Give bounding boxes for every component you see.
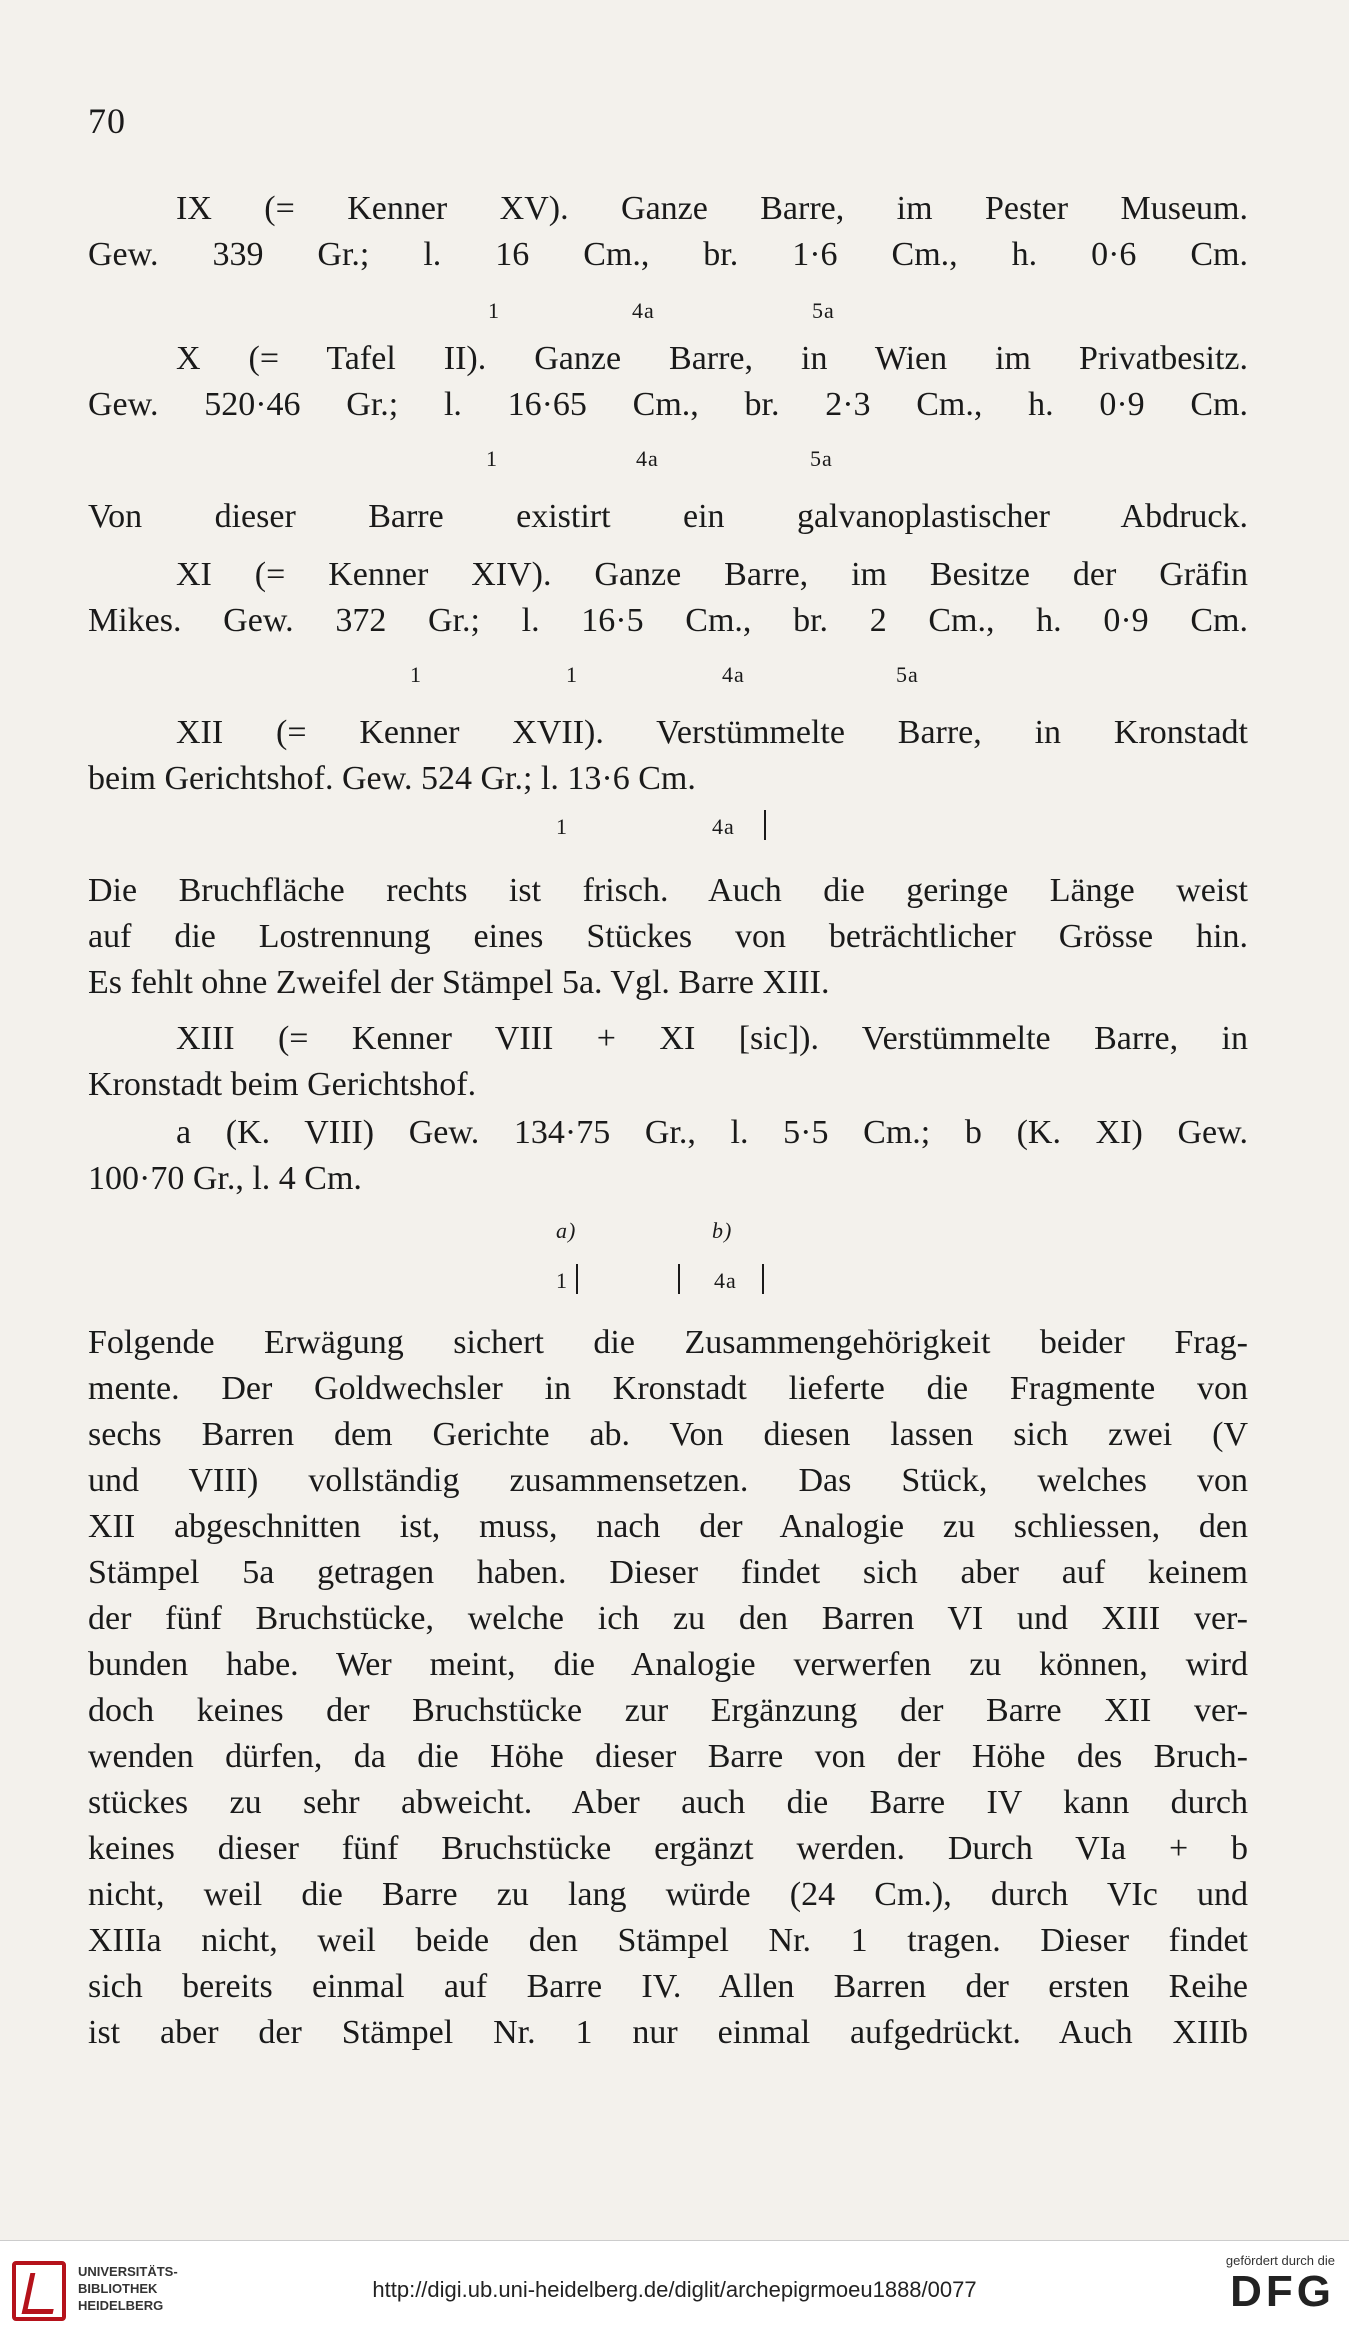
stamp-label: 1 bbox=[566, 662, 578, 687]
library-name: UNIVERSITÄTS- BIBLIOTHEK HEIDELBERG bbox=[78, 2264, 178, 2313]
text-line: und VIII) vollständig zusammensetzen. Das Stück, welches von bbox=[88, 1462, 1248, 1499]
text-line: Stämpel 5a getragen haben. Dieser findet sich aber auf keinem bbox=[88, 1554, 1248, 1591]
fracture-mark bbox=[764, 810, 766, 840]
text-line: Gew. 520·46 Gr.; l. 16·65 Cm., br. 2·3 Cm., h. 0·9 Cm. bbox=[88, 386, 1248, 423]
text-line: IX (= Kenner XV). Ganze Barre, im Pester Museum. bbox=[176, 190, 1248, 227]
text-line: Die Bruchfläche rechts ist frisch. Auch die geringe Länge weist bbox=[88, 872, 1248, 909]
text-line: a (K. VIII) Gew. 134·75 Gr., l. 5·5 Cm.; b (K. XI) Gew. bbox=[176, 1114, 1248, 1151]
stamp-label: 1 bbox=[486, 446, 498, 471]
permalink-url[interactable]: http://digi.ub.uni-heidelberg.de/diglit/archepigrmoeu1888/0077 bbox=[372, 2277, 977, 2302]
text-line: Kronstadt beim Gerichtshof. bbox=[88, 1066, 477, 1103]
stamp-label: 4a bbox=[722, 662, 745, 687]
text-line: 100·70 Gr., l. 4 Cm. bbox=[88, 1160, 362, 1197]
fracture-mark bbox=[576, 1264, 578, 1294]
stamp-label: 4a bbox=[636, 446, 659, 471]
stamp-label: 1 bbox=[556, 1268, 568, 1293]
page-number: 70 bbox=[88, 101, 126, 141]
stamp-label: 5a bbox=[896, 662, 919, 687]
text-line: nicht, weil die Barre zu lang würde (24 Cm.), durch VIc und bbox=[88, 1876, 1248, 1913]
stamp-label: 4a bbox=[632, 298, 655, 323]
text-line: ist aber der Stämpel Nr. 1 nur einmal aufgedrückt. Auch XIIIb bbox=[88, 2014, 1248, 2051]
text-line: XI (= Kenner XIV). Ganze Barre, im Besitze der Gräfin bbox=[176, 556, 1248, 593]
fracture-mark bbox=[762, 1264, 764, 1294]
funded-by-label: gefördert durch die bbox=[1225, 2253, 1335, 2268]
viewer-footer bbox=[0, 2240, 1349, 2339]
stamp-label: 1 bbox=[556, 814, 568, 839]
text-line: mente. Der Goldwechsler in Kronstadt lieferte die Fragmente von bbox=[88, 1370, 1248, 1407]
text-line: Mikes. Gew. 372 Gr.; l. 16·5 Cm., br. 2 Cm., h. 0·9 Cm. bbox=[88, 602, 1248, 639]
fracture-mark bbox=[678, 1264, 680, 1294]
text-line: XIII (= Kenner VIII + XI [sic]). Verstümmelte Barre, in bbox=[176, 1020, 1248, 1057]
text-line: der fünf Bruchstücke, welche ich zu den Barren VI und XIII ver- bbox=[88, 1600, 1248, 1637]
text-line: bunden habe. Wer meint, die Analogie verwerfen zu können, wird bbox=[88, 1646, 1248, 1683]
text-line: sich bereits einmal auf Barre IV. Allen Barren der ersten Reihe bbox=[88, 1968, 1248, 2005]
text-line: XII (= Kenner XVII). Verstümmelte Barre, in Kronstadt bbox=[176, 714, 1248, 751]
text-line: Von dieser Barre existirt ein galvanoplastischer Abdruck. bbox=[88, 498, 1248, 535]
text-line: stückes zu sehr abweicht. Aber auch die Barre IV kann durch bbox=[88, 1784, 1248, 1821]
stamp-label: 4a bbox=[714, 1268, 737, 1293]
stamp-label: 1 bbox=[488, 298, 500, 323]
text-line: XII abgeschnitten ist, muss, nach der Analogie zu schliessen, den bbox=[88, 1508, 1248, 1545]
fragment-label: a) bbox=[556, 1218, 577, 1243]
funder-logo[interactable] bbox=[1226, 2253, 1335, 2316]
text-line: Gew. 339 Gr.; l. 16 Cm., br. 1·6 Cm., h. 0·6 Cm. bbox=[88, 236, 1248, 273]
text-line: Es fehlt ohne Zweifel der Stämpel 5a. Vgl. Barre XIII. bbox=[88, 964, 830, 1001]
text-line: wenden dürfen, da die Höhe dieser Barre von der Höhe des Bruch- bbox=[88, 1738, 1248, 1775]
text-line: auf die Lostrennung eines Stückes von beträchtlicher Grösse hin. bbox=[88, 918, 1248, 955]
text-line: XIIIa nicht, weil beide den Stämpel Nr. 1 tragen. Dieser findet bbox=[88, 1922, 1248, 1959]
stamp-label: 5a bbox=[810, 446, 833, 471]
stamp-label: 4a bbox=[712, 814, 735, 839]
dfg-logo: DFG bbox=[1230, 2267, 1335, 2316]
text-line: doch keines der Bruchstücke zur Ergänzung der Barre XII ver- bbox=[88, 1692, 1248, 1729]
text-line: beim Gerichtshof. Gew. 524 Gr.; l. 13·6 Cm. bbox=[88, 760, 696, 797]
text-line: keines dieser fünf Bruchstücke ergänzt werden. Durch VIa + b bbox=[88, 1830, 1248, 1867]
fragment-label: b) bbox=[712, 1218, 733, 1243]
text-line: X (= Tafel II). Ganze Barre, in Wien im Privatbesitz. bbox=[176, 340, 1248, 377]
stamp-label: 1 bbox=[410, 662, 422, 687]
text-line: sechs Barren dem Gerichte ab. Von diesen lassen sich zwei (V bbox=[88, 1416, 1248, 1453]
text-line: Folgende Erwägung sichert die Zusammengehörigkeit beider Frag- bbox=[88, 1324, 1248, 1361]
stamp-label: 5a bbox=[812, 298, 835, 323]
